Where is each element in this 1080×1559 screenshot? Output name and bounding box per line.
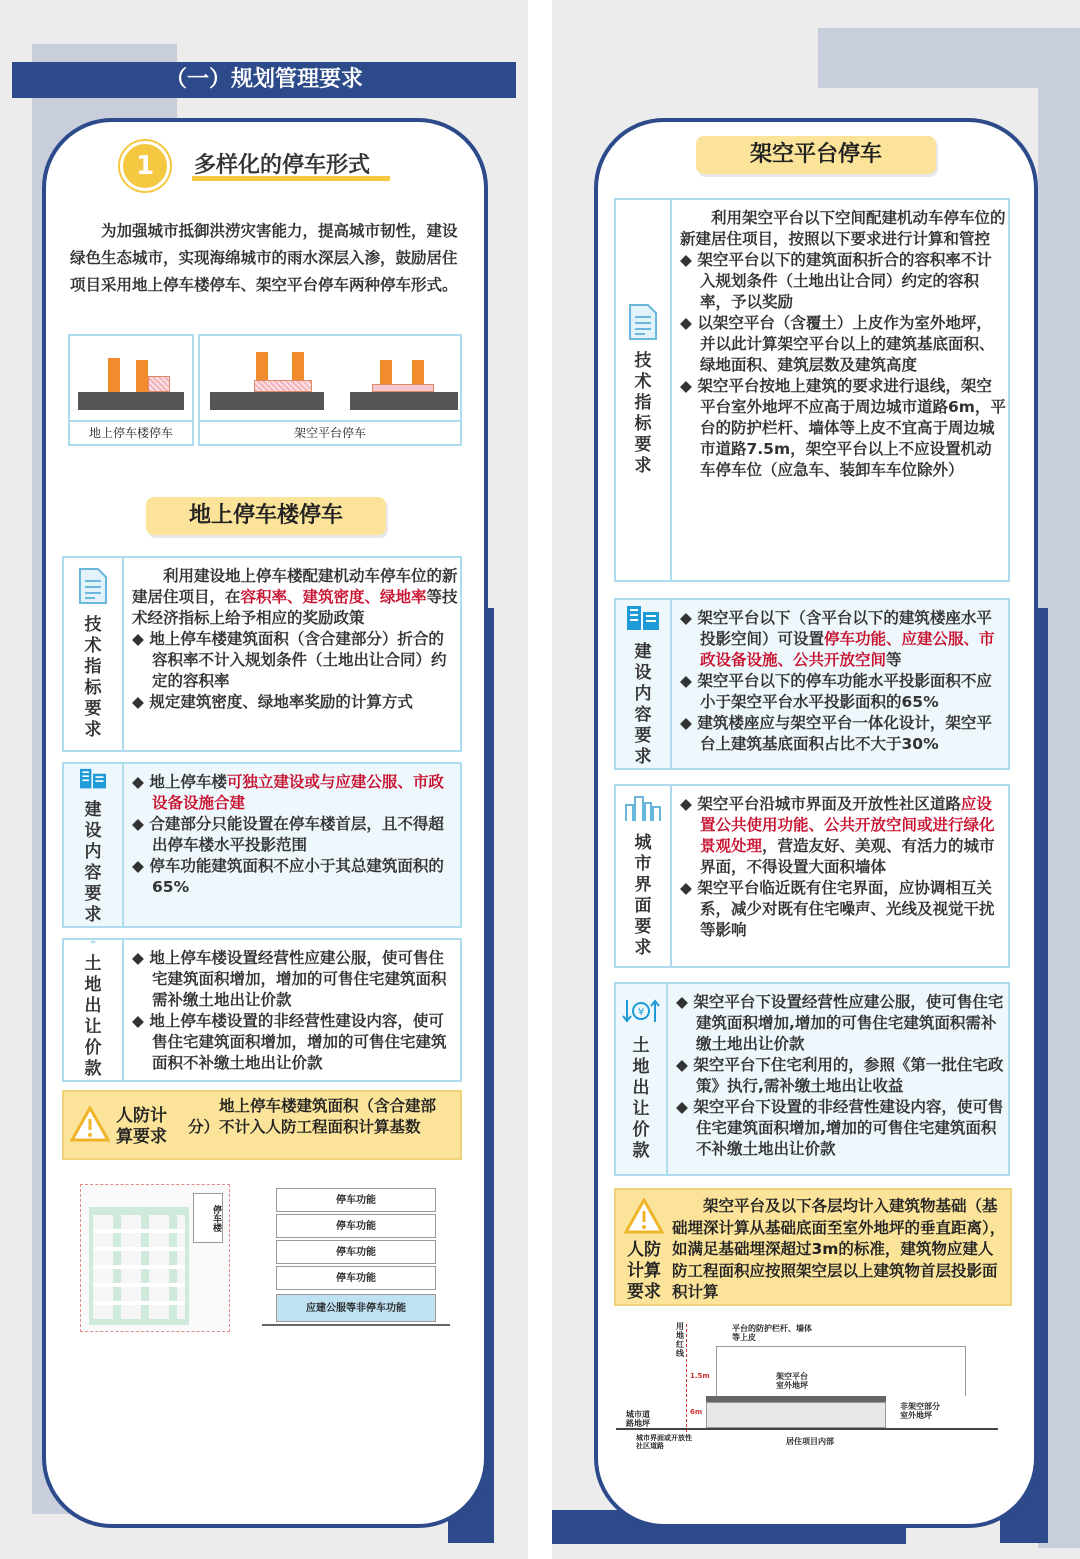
right-build-section: [614, 598, 1010, 770]
svg-text:¥: ¥: [92, 942, 94, 944]
intro-title: 多样化的停车形式: [194, 153, 371, 178]
left-build-section: [62, 762, 462, 928]
left-civil-text: 地上停车楼建筑面积（含合建部分）不计入人防工程面积计算基数: [188, 1097, 437, 1136]
exchange-yen-icon: [621, 996, 661, 1026]
building: [108, 358, 120, 392]
highlight: 容积率、建筑密度、绿地率: [240, 588, 427, 606]
text: 利用建设地上停车楼配建机动车停车位的新建居住项目，在: [132, 567, 458, 606]
highlight: 可独立建设或与应建公服、市政设备设施合建: [152, 773, 444, 812]
platform-1: [254, 380, 312, 392]
right-land-label: 土地出让价款: [632, 1036, 650, 1161]
road-line: [686, 1324, 687, 1432]
left-civil-section: [62, 1090, 462, 1160]
right-build-label: 建设内容要求: [634, 642, 652, 767]
left-civil-label: 人防计算要求: [116, 1106, 167, 1147]
right-civil-text: 架空平台及以下各层均计入建筑物基础（基础埋深计算从基础底面至室外地坪的垂直距离），如满足基础埋深超过3m的标准，建筑物应建人防工程面积应按照架空层以上建筑物首层投影面积计算: [672, 1197, 1006, 1301]
parking-building: 停车楼: [193, 1193, 223, 1243]
text: 等技术经济指标上给予相应的奖励政策: [132, 588, 458, 627]
building-section-drawing: [262, 1180, 450, 1332]
dim-1: 1.5m: [690, 1372, 710, 1380]
illustration-platform: [198, 334, 462, 446]
bullet: ◆ 地上停车楼设置经营性应建公服，使可售住宅建筑面积增加，增加的可售住宅建筑面积需补缴土地出让价款: [132, 948, 458, 1011]
ground-line: [616, 1428, 998, 1430]
bullet: [680, 794, 1006, 878]
left-land-label: 土地出让价款: [84, 954, 102, 1079]
ground: [210, 392, 324, 410]
left-tech-section: [62, 556, 462, 752]
floor: 停车功能: [276, 1188, 436, 1212]
road-line-label: 用地红线: [676, 1322, 684, 1358]
floor: 停车功能: [276, 1214, 436, 1238]
right-tech-label: 技术指标要求: [634, 351, 652, 476]
left-build-label: 建设内容要求: [84, 800, 102, 925]
ground-floor: 应建公服等非停车功能: [276, 1294, 436, 1322]
platform-section-drawing: [616, 1322, 998, 1452]
floor: 停车功能: [276, 1266, 436, 1290]
warning-icon: [624, 1198, 664, 1234]
left-land-section: [62, 938, 462, 1082]
site-plan-drawing: [80, 1184, 230, 1332]
building-icon: [75, 764, 111, 790]
tower-3: [380, 360, 392, 384]
right-build-body: [680, 608, 1006, 755]
text: 架空平台以下（含平台以下的建筑楼座水平投影空间）可设置: [697, 609, 992, 648]
left-subtitle: 地上停车楼停车: [146, 497, 386, 535]
svg-text:¥: ¥: [637, 1007, 645, 1018]
parking-block: [148, 376, 170, 392]
bullet: ◆ 规定建筑密度、绿地率奖励的计算方式: [132, 692, 458, 713]
right-land-body: [676, 992, 1006, 1160]
bullet: [680, 608, 1006, 671]
right-city-body: [680, 794, 1006, 941]
bullet: ◆ 架空平台以下的建筑面积折合的容积率不计入规划条件（土地出让合同）约定的容积率，予以奖励: [680, 250, 1006, 313]
road-level-label: 城市道路地坪: [626, 1410, 650, 1428]
parking-garage: [136, 360, 148, 392]
bullet: [132, 772, 458, 814]
left-tech-label: 技术指标要求: [84, 615, 102, 740]
number-badge: 1: [120, 141, 170, 191]
parking-level: [706, 1402, 886, 1428]
right-city-label: 城市界面要求: [634, 833, 652, 958]
bullet: ◆ 架空平台下设置经营性应建公服，使可售住宅建筑面积增加,增加的可售住宅建筑面积需补缴土地出让价款: [676, 992, 1006, 1055]
floor: 停车功能: [276, 1240, 436, 1264]
right-tech-body: [680, 208, 1006, 481]
highlight: 停车功能、应建公服、市政设备设施、公共开放空间: [700, 630, 995, 669]
ground: [350, 392, 458, 410]
bullet: ◆ 架空平台下住宅利用的，参照《第一批住宅政策》执行,需补缴土地出让收益: [676, 1055, 1006, 1097]
tower-4: [412, 360, 424, 384]
section-header: （一）规划管理要求: [12, 62, 516, 98]
building-outline: [716, 1346, 966, 1396]
bullet: ◆ 架空平台临近既有住宅界面，应协调相互关系，减少对既有住宅噪声、光线及视觉干扰等影响: [680, 878, 1006, 941]
building-icon: [625, 600, 661, 632]
bullet: ◆ 停车功能建筑面积不应小于其总建筑面积的65%: [132, 856, 458, 898]
platform-2: [372, 384, 434, 392]
warning-icon: [70, 1106, 110, 1142]
left-land-body: [132, 948, 458, 1074]
left-tech-body: [132, 566, 458, 713]
right-city-section: [614, 784, 1010, 968]
right-build-label-col: [616, 600, 672, 768]
intro-paragraph: 为加强城市抵御洪涝灾害能力，提高城市韧性，建设绿色生态城市，实现海绵城市的雨水深层入渗，鼓励居住项目采用地上停车楼停车、架空平台停车两种停车形式。: [70, 222, 458, 294]
document-icon: [78, 567, 108, 605]
bullet: ◆ 合建部分只能设置在停车楼首层，且不得超出停车楼水平投影范围: [132, 814, 458, 856]
right-civil-section: [614, 1188, 1012, 1306]
city-icon: [624, 793, 662, 823]
text: ，营造友好、美观、有活力的城市界面，不得设置大面积墙体: [700, 837, 995, 876]
bullet: ◆ 建筑楼座应与架空平台一体化设计，架空平台上建筑基底面积占比不大于30%: [680, 713, 1006, 755]
right-civil-label: 人防计算要求: [627, 1240, 661, 1302]
highlight: 应设置公共使用功能、公共开放空间或进行绿化景观处理: [700, 795, 995, 855]
right-tech-label-col: [616, 200, 672, 580]
caption-garage: 地上停车楼停车: [70, 420, 192, 444]
inside-label: 居住项目内部: [786, 1437, 834, 1446]
right-city-label-col: [616, 786, 672, 966]
bullet: ◆ 架空平台以下的停车功能水平投影面积不应小于架空平台水平投影面积的65%: [680, 671, 1006, 713]
left-land-label-col: [64, 940, 124, 1080]
right-land-section: [614, 982, 1010, 1176]
left-build-label-col: [64, 764, 124, 926]
ground-line: [262, 1324, 450, 1326]
text: 地上停车楼: [149, 773, 227, 791]
exchange-yen-icon: [73, 940, 113, 944]
right-land-label-col: [616, 984, 668, 1174]
bullet: ◆ 以架空平台（含覆土）上皮作为室外地坪，并以此计算架空平台以上的建筑基底面积、绿地面积、建筑层数及建筑高度: [680, 313, 1006, 376]
nonplatform-label: 非架空部分室外地坪: [900, 1402, 940, 1420]
bullet: ◆ 架空平台按地上建筑的要求进行退线，架空平台室外地坪不应高于周边城市道路6m，平台的防护栏杆、墙体等上皮不宜高于周边城市道路7.5m，架空平台以上不应设置机动车停车位（应急车、装卸车车位除外）: [680, 376, 1006, 481]
ground: [78, 392, 184, 410]
right-tech-paragraph: 利用架空平台以下空间配建机动车停车位的新建居住项目，按照以下要求进行计算和管控: [680, 209, 1006, 248]
rail-label: 平台的防护栏杆、墙体等上皮: [732, 1324, 812, 1342]
left-build-body: [132, 772, 458, 898]
dim-2: 6m: [690, 1408, 703, 1416]
site-grid: [93, 1215, 185, 1319]
right-tech-section: [614, 198, 1010, 582]
bullet: ◆ 架空平台下设置的非经营性建设内容，使可售住宅建筑面积增加,增加的可售住宅建筑面积不补缴土地出让价款: [676, 1097, 1006, 1160]
caption-platform: 架空平台停车: [200, 420, 460, 444]
bullet: ◆ 地上停车楼建筑面积（含合建部分）折合的容积率不计入规划条件（土地出让合同）约定的容积率: [132, 629, 458, 692]
document-icon: [628, 303, 658, 341]
platform-label: 架空平台室外地坪: [776, 1372, 808, 1390]
right-subtitle: 架空平台停车: [696, 136, 936, 174]
bullet: ◆ 地上停车楼设置的非经营性建设内容，使可售住宅建筑面积增加，增加的可售住宅建筑面积不补缴土地出让价款: [132, 1011, 458, 1074]
illustration-parking-garage: [68, 334, 194, 446]
text: 等: [886, 651, 902, 669]
boundary-label: 城市界面或开放性社区道路: [636, 1434, 692, 1450]
left-tech-label-col: [64, 558, 124, 750]
text: 架空平台沿城市界面及开放性社区道路: [697, 795, 961, 813]
left-tech-paragraph: [132, 566, 458, 629]
